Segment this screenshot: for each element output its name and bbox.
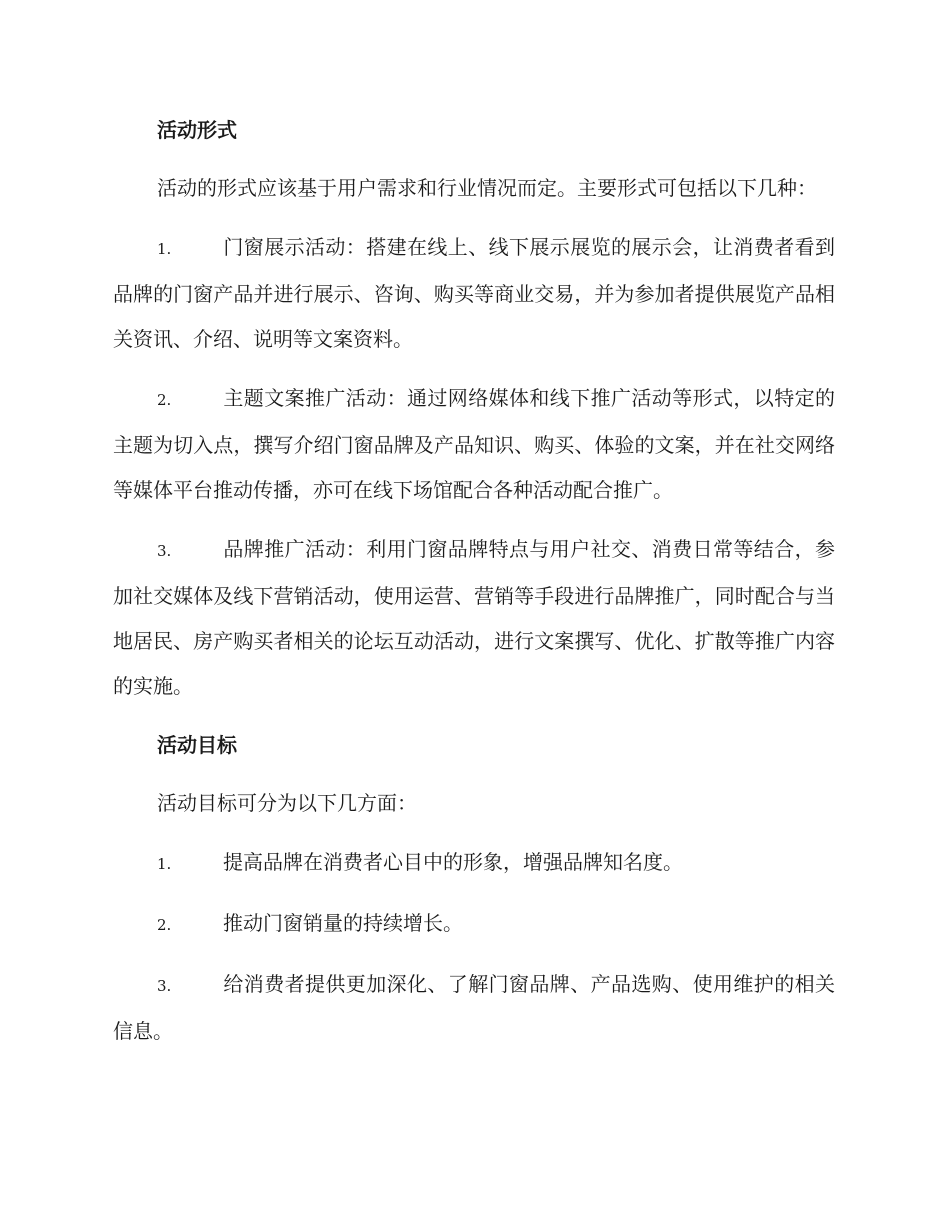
list-item: [113, 840, 835, 887]
section-heading-activity-form: 活动形式: [157, 118, 237, 142]
list-item-number: 2.: [157, 391, 172, 409]
section-intro-activity-goals: 活动目标可分为以下几方面：: [157, 791, 417, 815]
list-item-text: 门窗展示活动：搭建在线上、线下展示展览的展示会，让消费者看到品牌的门窗产品并进行展示、咨询、购买等商业交易，并为参加者提供展览产品相关资讯、介绍、说明等文案资料。: [113, 235, 835, 351]
section-heading-activity-goals: 活动目标: [157, 733, 237, 757]
list-item-number: 3.: [157, 977, 172, 995]
section-intro-activity-form: 活动的形式应该基于用户需求和行业情况而定。主要形式可包括以下几种：: [157, 176, 817, 200]
list-item-number: 1.: [157, 240, 172, 258]
list-item: [113, 901, 835, 948]
list-item-text: 推动门窗销量的持续增长。: [223, 911, 463, 935]
document-body: [113, 108, 835, 1068]
list-item: [113, 225, 835, 362]
list-item: [113, 962, 835, 1054]
list-item-text: 提高品牌在消费者心目中的形象，增强品牌知名度。: [223, 850, 683, 874]
list-item-text: 给消费者提供更加深化、了解门窗品牌、产品选购、使用维护的相关信息。: [113, 972, 835, 1043]
list-item: [113, 527, 835, 709]
list-item-number: 3.: [157, 542, 172, 560]
list-item-number: 1.: [157, 855, 172, 873]
list-item: [113, 376, 835, 513]
list-item-text: 品牌推广活动：利用门窗品牌特点与用户社交、消费日常等结合，参加社交媒体及线下营销活动，使用运营、营销等手段进行品牌推广，同时配合与当地居民、房产购买者相关的论坛互动活动，进行文案撰写、优化、扩散等推广内容的实施。: [113, 537, 835, 698]
list-item-text: 主题文案推广活动：通过网络媒体和线下推广活动等形式，以特定的主题为切入点，撰写介绍门窗品牌及产品知识、购买、体验的文案，并在社交网络等媒体平台推动传播，亦可在线下场馆配合各种活动配合推广。: [113, 386, 835, 502]
list-item-number: 2.: [157, 916, 172, 934]
